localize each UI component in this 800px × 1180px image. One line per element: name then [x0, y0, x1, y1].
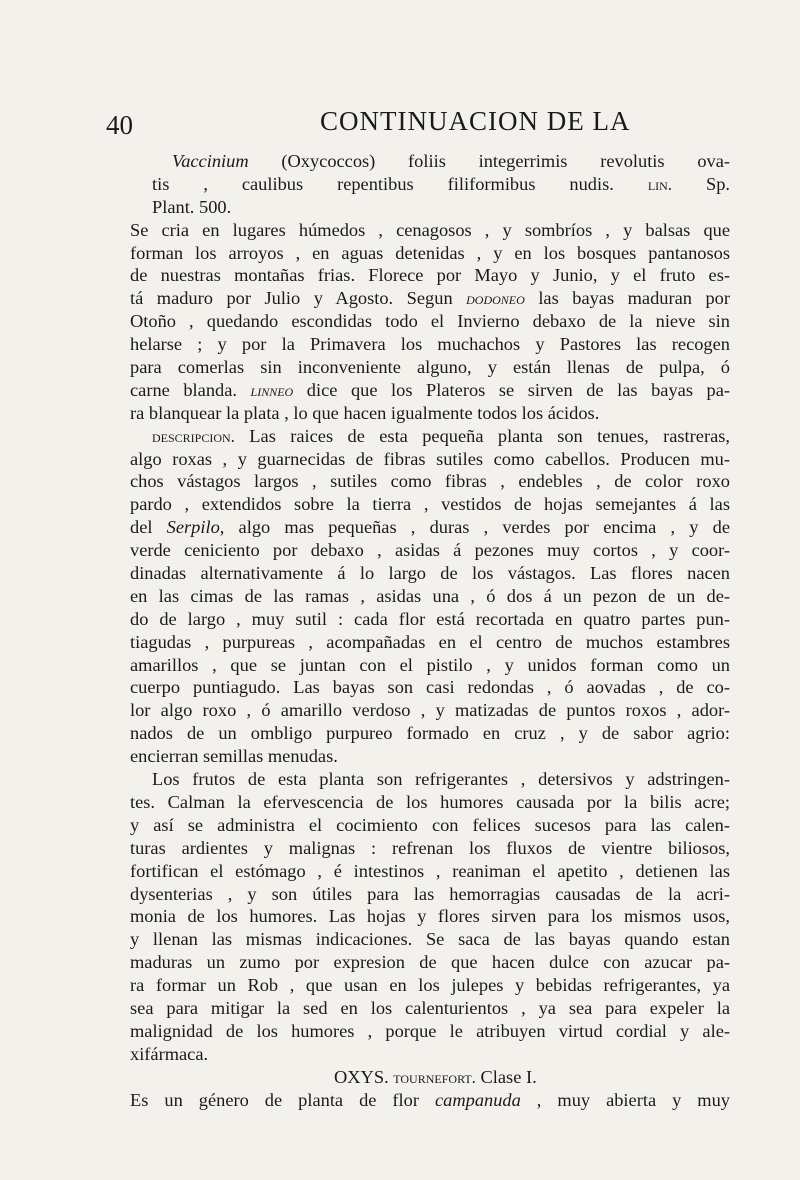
text-line: y llenan las mismas indicaciones. Se saca de las bayas quando estan [130, 929, 730, 950]
text-span: , algo mas pequeñas , duras , verdes por encima , y de [219, 517, 730, 538]
text-line: amarillos , que se juntan con el pistilo , y unidos forman como un [130, 654, 730, 675]
text-span: carne blanda. [130, 379, 251, 400]
text-line: cuerpo puntiagudo. Las bayas son casi redondas , ó aovadas , de co- [130, 677, 730, 698]
text-line: algo roxas , y guarnecidas de fibras sutiles como cabellos. Producen mu- [130, 448, 730, 469]
text-line: fortifican el estómago , é intestinos , reaniman el apetito , detienen las [130, 860, 730, 881]
text-line: pardo , extendidos sobre la tierra , vestidos de hojas semejantes á las [130, 494, 730, 515]
text-line: de nuestras montañas frias. Florece por Mayo y Junio, y el fruto es- [130, 265, 730, 286]
text-line: xifármaca. [130, 1043, 209, 1064]
text-line [130, 1089, 730, 1112]
text-line: helarse ; y por la Primavera los muchachos y Pastores las recogen [130, 334, 730, 355]
italic-term: Serpilo [166, 517, 220, 538]
author-name: dodoneo [466, 289, 525, 309]
text-line: forman los arroyos , en aguas detenidas , y en los bosques pantanosos [130, 242, 730, 263]
text-span: (Oxycoccos) foliis integerrimis revolutis ova- [248, 151, 730, 171]
text-line [130, 173, 730, 196]
text-span: Las raices de esta pequeña planta son tenues, rastreras, [234, 425, 730, 446]
text-line: monia de los humores. Las hojas y flores sirven para los mismos usos, [130, 906, 730, 927]
text-span: del [130, 517, 167, 538]
text-line: turas ardientes y malignas : refrenan los fluxos de vientre biliosos, [130, 837, 730, 858]
author-abbrev: tournefort. [393, 1067, 476, 1087]
section-label: descripcion. [152, 426, 235, 446]
text-line: maduras un zumo por expresion de que hacen dulce con azucar pa- [130, 952, 730, 973]
author-abbrev: lin. [647, 174, 673, 194]
text-line: dysenterias , y son útiles para las hemorragias causadas de la acri- [130, 883, 730, 904]
page-number: 40 [106, 110, 133, 140]
text-line: sea para mitigar la sed en los calenturientos , ya sea para expeler la [130, 997, 730, 1018]
text-line [130, 425, 730, 448]
text-line: en las cimas de las ramas , asidas una , ó dos á un pezon de un de- [130, 585, 730, 606]
text-line: Los frutos de esta planta son refrigerantes , detersivos y adstringen- [152, 769, 730, 790]
text-line: ra formar un Rob , que usan en los julepes y bebidas refrigerantes, ya [130, 975, 730, 996]
text-span: Sp. [672, 173, 730, 194]
text-line: malignidad de los humores , porque le atribuyen virtud cordial y ale- [130, 1020, 730, 1041]
text-line: do de largo , muy sutil : cada flor está recortada en quatro partes pun- [130, 608, 730, 629]
text-span: Clase I. [475, 1066, 537, 1087]
author-name: linneo [250, 380, 294, 400]
text-line: Otoño , quedando escondidas todo el Invierno debaxo de la nieve sin [130, 311, 730, 332]
genus-name: OXYS. [334, 1066, 394, 1087]
text-span: tis , caulibus repentibus filiformibus nudis. [152, 173, 648, 194]
text-span: tá maduro por Julio y Agosto. Segun [130, 288, 467, 309]
body-text [130, 150, 730, 1111]
text-span: las bayas maduran por [524, 288, 730, 309]
text-line: tiagudas , purpureas , acompañadas en el centro de muchos estambres [130, 631, 730, 652]
text-line [130, 150, 730, 173]
text-line [130, 516, 730, 539]
text-line [130, 379, 730, 402]
section-heading [130, 1066, 730, 1089]
text-line: y así se administra el cocimiento con felices sucesos para las calen- [130, 814, 730, 835]
text-line: chos vástagos largos , sutiles como fibras , endebles , de color roxo [130, 471, 730, 492]
text-line: Se cria en lugares húmedos , cenagosos , y sombríos , y balsas que [130, 219, 730, 240]
text-line: Plant. 500. [152, 196, 232, 217]
text-line: lor algo roxo , ó amarillo verdoso , y matizadas de puntos roxos , ador- [130, 700, 730, 721]
text-line [130, 287, 730, 310]
text-line: encierran semillas menudas. [130, 746, 338, 767]
page-header [0, 106, 800, 146]
text-line: tes. Calman la efervescencia de los humores causada por la bilis acre; [130, 791, 730, 812]
italic-term: campanuda [434, 1089, 521, 1110]
text-line: verde ceniciento por debaxo , asidas á pezones muy cortos , y coor- [130, 540, 730, 561]
running-head: CONTINUACION DE LA [320, 106, 631, 136]
text-line: para comerlas sin inconveniente alguno, y están llenas de pulpa, ó [130, 357, 730, 378]
italic-term: Vaccinium [172, 151, 249, 171]
text-line: dinadas alternativamente á lo largo de los vástagos. Las flores nacen [130, 563, 730, 584]
text-span: Es un género de planta de flor [130, 1089, 435, 1110]
text-span: dice que los Plateros se sirven de las bayas pa- [293, 379, 730, 400]
text-line: ra blanquear la plata , lo que hacen igualmente todos los ácidos. [130, 402, 600, 423]
text-line: nados de un ombligo purpureo formado en cruz , y de sabor agrio: [130, 723, 730, 744]
text-span: , muy abierta y muy [520, 1089, 730, 1110]
